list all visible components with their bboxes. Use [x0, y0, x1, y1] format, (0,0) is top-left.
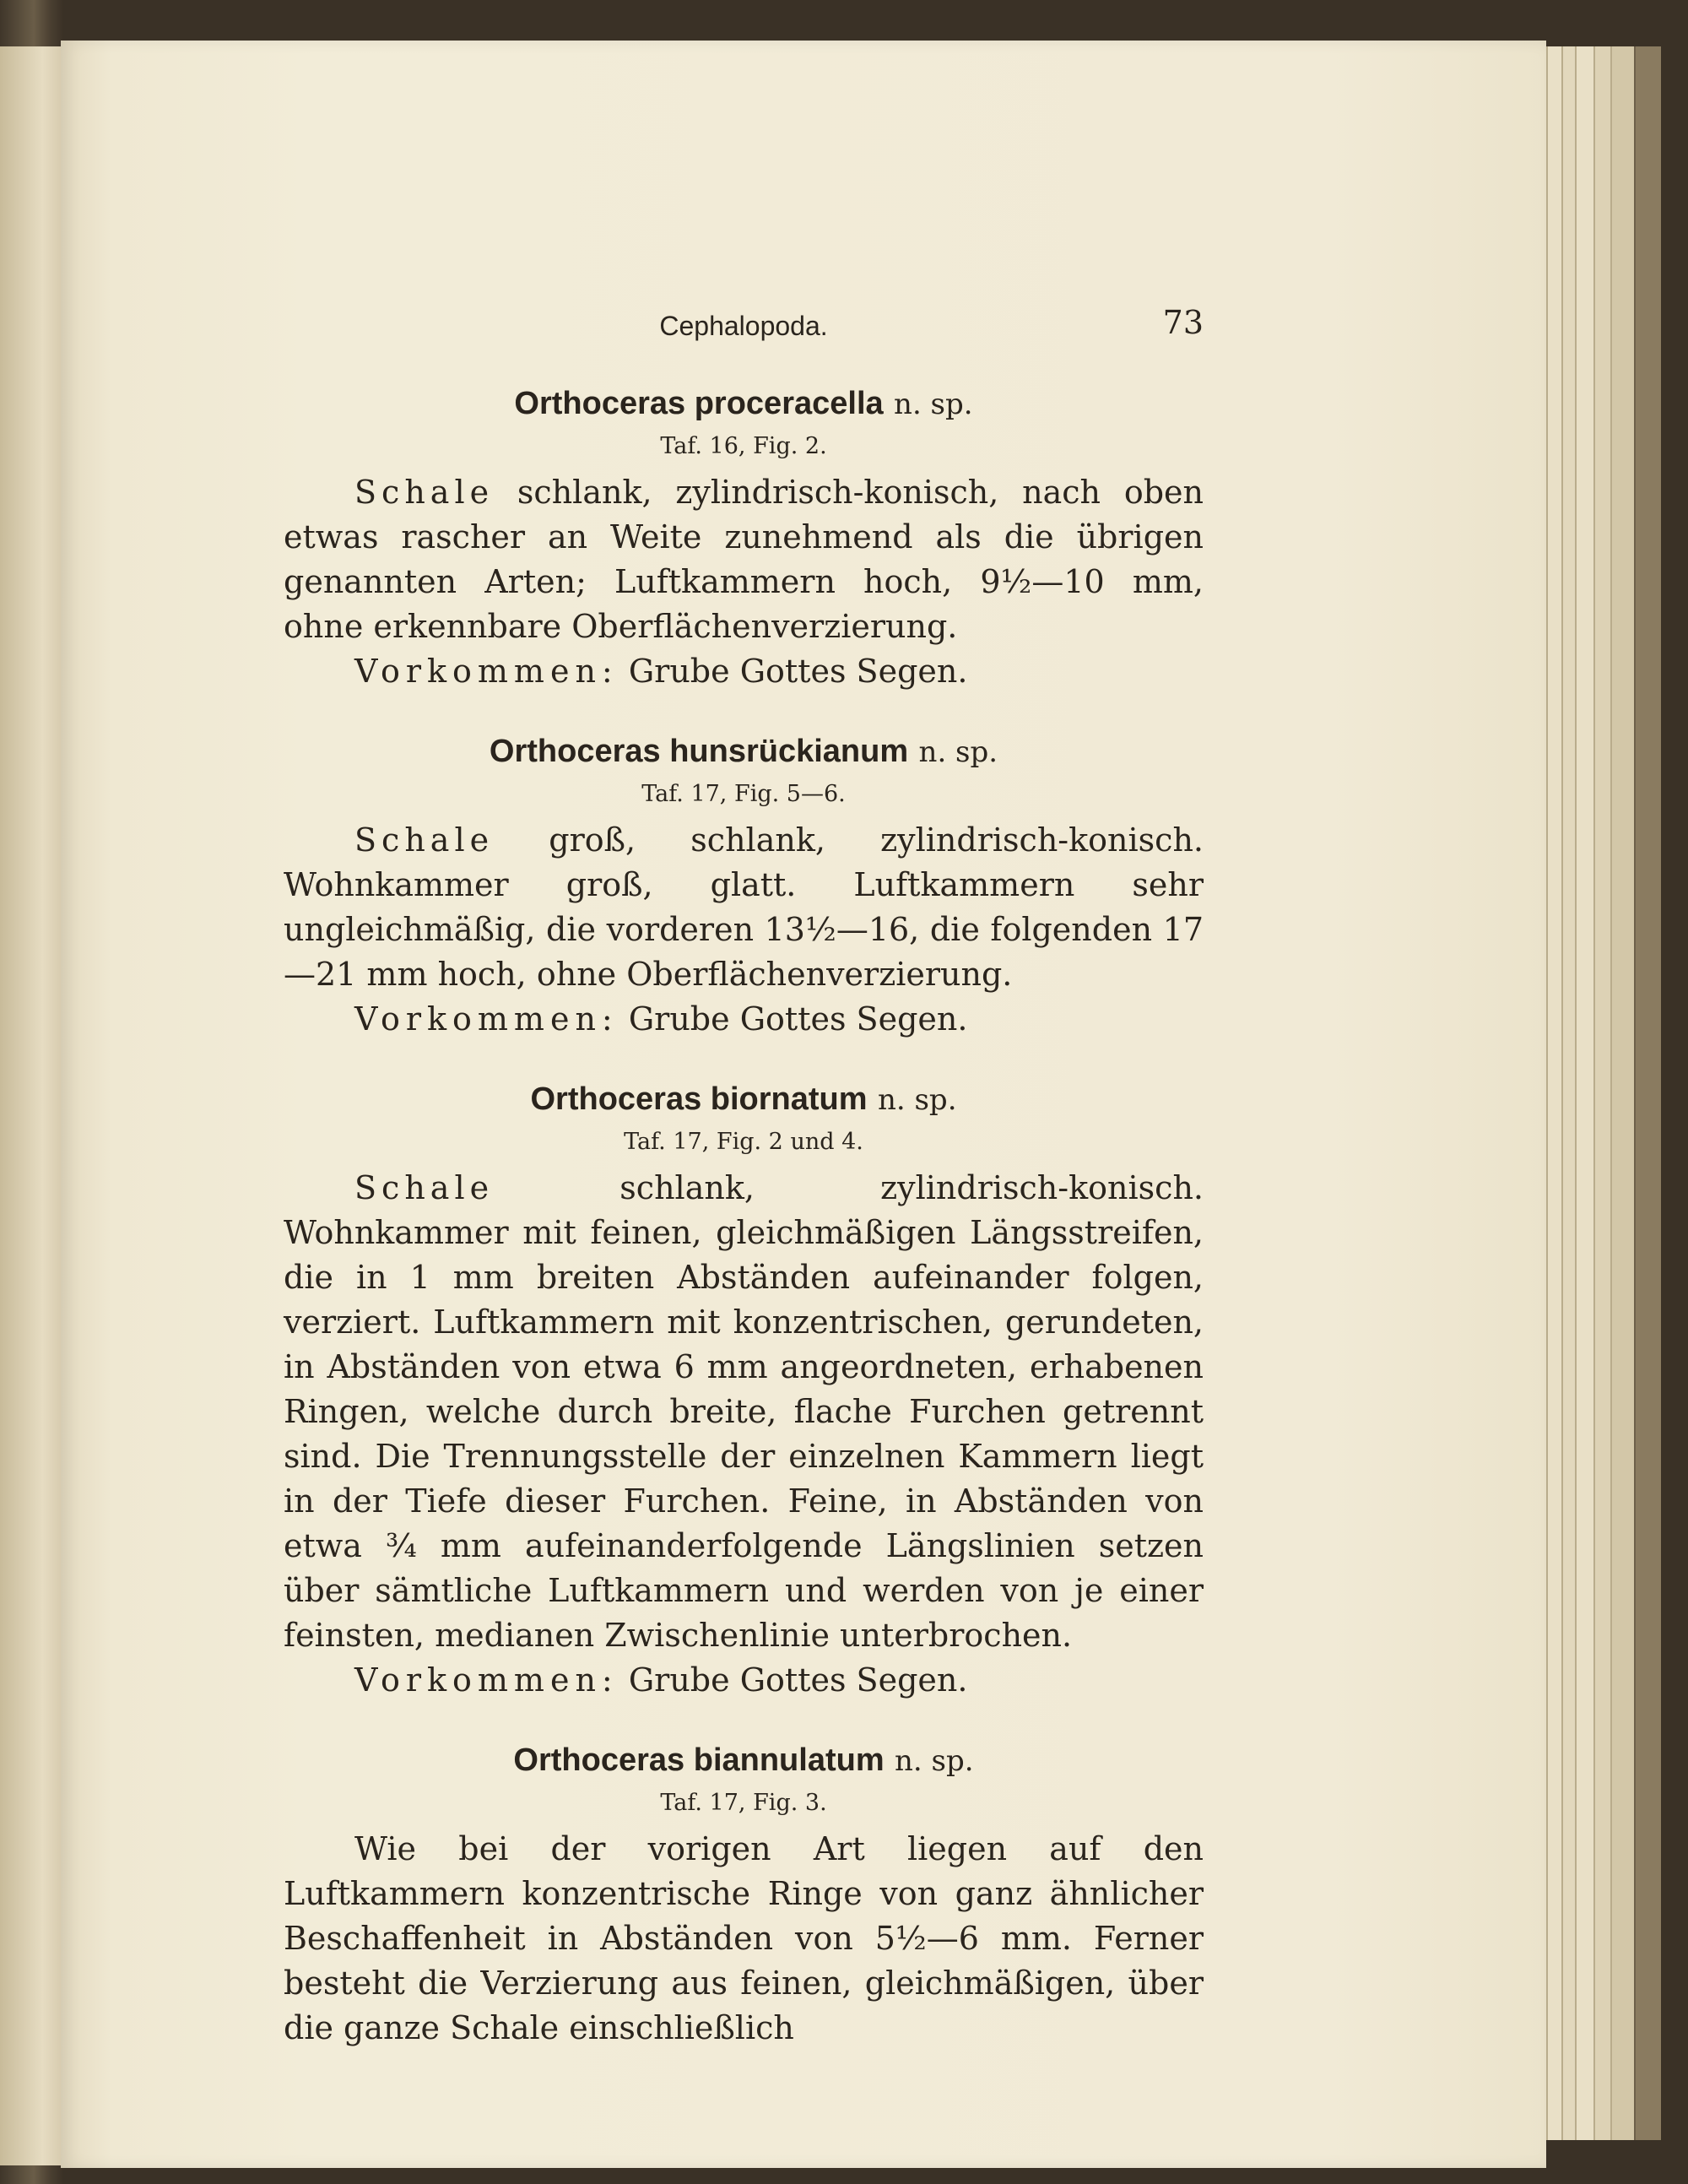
occurrence-lead: Vorkommen: [354, 1661, 619, 1699]
description-text: Wie bei der vorigen Art liegen auf den Luftkammern konzentrische Ringe von ganz ähnlicher Beschaffenheit in Abständen von 5½—6 mm. Ferner besteht die Verzierung aus feinen, gleichmäßigen, über die ganze Schale einschließlich [284, 1830, 1204, 2046]
page-number: 73 [1162, 304, 1204, 341]
description-text: schlank, zylindrisch-konisch. Wohnkammer mit feinen, gleichmäßigen Längsstreifen, die in 1 mm breiten Abständen aufeinander folgen, verziert. Luftkammern mit konzentrischen, gerundeten, in Abständen von etwa 6 mm angeordneten, erhabenen Ringen, welche durch breite, flache Furchen getrennt sind. Die Trennungsstelle der einzelnen Kammern liegt in der Tiefe dieser Furchen. Feine, in Abständen von etwa ¾ mm aufeinanderfolgende Längslinien setzen über sämtliche Luftkammern und werden von je einer feinsten, medianen Zwischenlinie unterbrochen. [284, 1169, 1204, 1654]
species-name: Orthoceras hunsrückianum [489, 734, 909, 769]
species-status: n. sp. [877, 1083, 957, 1117]
page-text [284, 304, 1204, 2051]
species-name: Orthoceras biornatum [530, 1081, 868, 1117]
description-text: groß, schlank, zylindrisch-konisch. Wohnkammer groß, glatt. Luftkammern sehr ungleichmäßig, die vorderen 13½—16, die folgenden 17—21 mm hoch, ohne Oberflächenverzierung. [284, 821, 1204, 993]
occurrence-text: Grube Gottes Segen. [618, 653, 968, 690]
description-paragraph [284, 1166, 1204, 1658]
plate-reference: Taf. 16, Fig. 2. [660, 433, 827, 459]
occurrence-lead: Vorkommen: [354, 1000, 619, 1038]
species-heading [284, 380, 1204, 428]
species-heading [284, 1076, 1204, 1124]
plate-reference: Taf. 17, Fig. 2 und 4. [624, 1129, 863, 1155]
page-edge [1546, 46, 1563, 2140]
species-name: Orthoceras proceracella [514, 386, 884, 421]
running-header [284, 304, 1204, 355]
plate-reference: Taf. 17, Fig. 3. [660, 1790, 827, 1816]
species-heading [284, 728, 1204, 776]
facing-page-edge [0, 46, 61, 2165]
description-text: schlank, zylindrisch-konisch, nach oben etwas rascher an Weite zunehmend als die übrigen genannten Arten; Luftkammern hoch, 9½—10 mm, ohne erkennbare Oberflächenverzierung. [284, 474, 1204, 645]
description-lead: Schale [354, 474, 495, 511]
species-section [284, 1737, 1204, 2051]
species-status: n. sp. [918, 735, 998, 769]
occurrence-line [284, 1658, 1204, 1703]
description-paragraph [284, 818, 1204, 997]
species-status: n. sp. [895, 1744, 974, 1778]
page-edge [1610, 46, 1636, 2140]
book-cover-edge [1634, 46, 1661, 2140]
occurrence-line [284, 649, 1204, 694]
description-paragraph [284, 1827, 1204, 2051]
page-edge [1593, 46, 1612, 2140]
species-heading [284, 1737, 1204, 1785]
occurrence-line [284, 997, 1204, 1042]
occurrence-text: Grube Gottes Segen. [618, 1000, 968, 1038]
description-lead: Schale [354, 1169, 495, 1206]
running-title: Cephalopoda. [659, 311, 828, 341]
species-name: Orthoceras biannulatum [513, 1742, 885, 1778]
species-section [284, 380, 1204, 694]
description-paragraph [284, 470, 1204, 649]
species-section [284, 1076, 1204, 1703]
species-status: n. sp. [894, 387, 973, 421]
plate-reference: Taf. 17, Fig. 5—6. [641, 781, 846, 807]
occurrence-text: Grube Gottes Segen. [618, 1661, 968, 1699]
occurrence-lead: Vorkommen: [354, 653, 619, 690]
species-section [284, 728, 1204, 1042]
description-lead: Schale [354, 821, 495, 859]
page-edge [1575, 46, 1595, 2140]
